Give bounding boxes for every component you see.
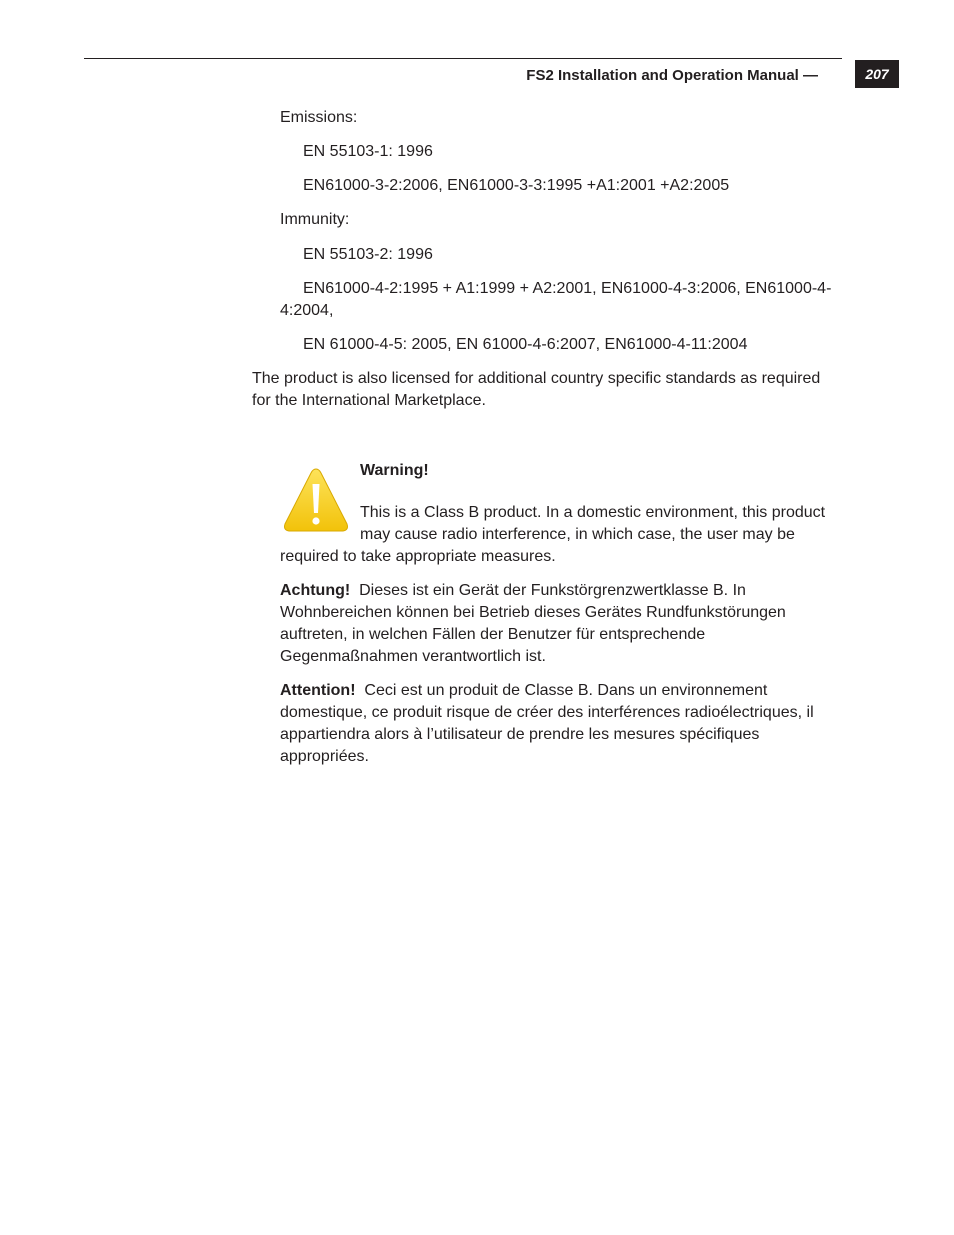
header-title: FS2 Installation and Operation Manual —	[526, 67, 818, 84]
emissions-standard-1: EN 55103-1: 1996	[303, 143, 433, 160]
attention-label: Attention!	[280, 682, 356, 699]
achtung-text-line1: Dieses ist ein Gerät der Funkstörgrenzwertklasse B. In	[359, 582, 746, 599]
header-rule	[84, 58, 842, 59]
immunity-label: Immunity:	[280, 211, 350, 228]
achtung-line1	[280, 580, 746, 602]
immunity-standard-1: EN 55103-2: 1996	[303, 246, 433, 263]
achtung-label: Achtung!	[280, 582, 351, 599]
immunity-standard-2-line1: EN61000-4-2:1995 + A1:1999 + A2:2001, EN61000-4-3:2006, EN61000-4-	[303, 280, 832, 297]
achtung-text-line3: auftreten, in welchen Fällen der Benutzer für entsprechende	[280, 626, 706, 643]
licensed-text-line1: The product is also licensed for additional country specific standards as required	[252, 370, 821, 387]
warning-triangle-icon	[282, 466, 350, 534]
achtung-text-line2: Wohnbereichen können bei Betrieb dieses Gerätes Rundfunkstörungen	[280, 604, 786, 621]
warning-text-line3: required to take appropriate measures.	[280, 548, 556, 565]
page-number: 207	[855, 60, 899, 88]
attention-text-line1: Ceci est un produit de Classe B. Dans un environnement	[364, 682, 768, 699]
attention-line1	[280, 680, 767, 702]
attention-text-line3: appartiendra alors à l’utilisateur de prendre les mesures spécifiques	[280, 726, 760, 743]
attention-text-line4: appropriées.	[280, 748, 369, 765]
emissions-label: Emissions:	[280, 109, 358, 126]
warning-text-line2: may cause radio interference, in which case, the user may be	[360, 526, 795, 543]
immunity-standard-2-line2: 4:2004,	[280, 302, 334, 319]
warning-title: Warning!	[360, 462, 429, 479]
warning-text-line1: This is a Class B product. In a domestic environment, this product	[360, 504, 826, 521]
emissions-standard-2: EN61000-3-2:2006, EN61000-3-3:1995 +A1:2001 +A2:2005	[303, 177, 730, 194]
immunity-standard-3: EN 61000-4-5: 2005, EN 61000-4-6:2007, EN61000-4-11:2004	[303, 336, 748, 353]
licensed-text-line2: for the International Marketplace.	[252, 392, 486, 409]
attention-text-line2: domestique, ce produit risque de créer des interférences radioélectriques, il	[280, 704, 814, 721]
achtung-text-line4: Gegenmaßnahmen verantwortlich ist.	[280, 648, 546, 665]
